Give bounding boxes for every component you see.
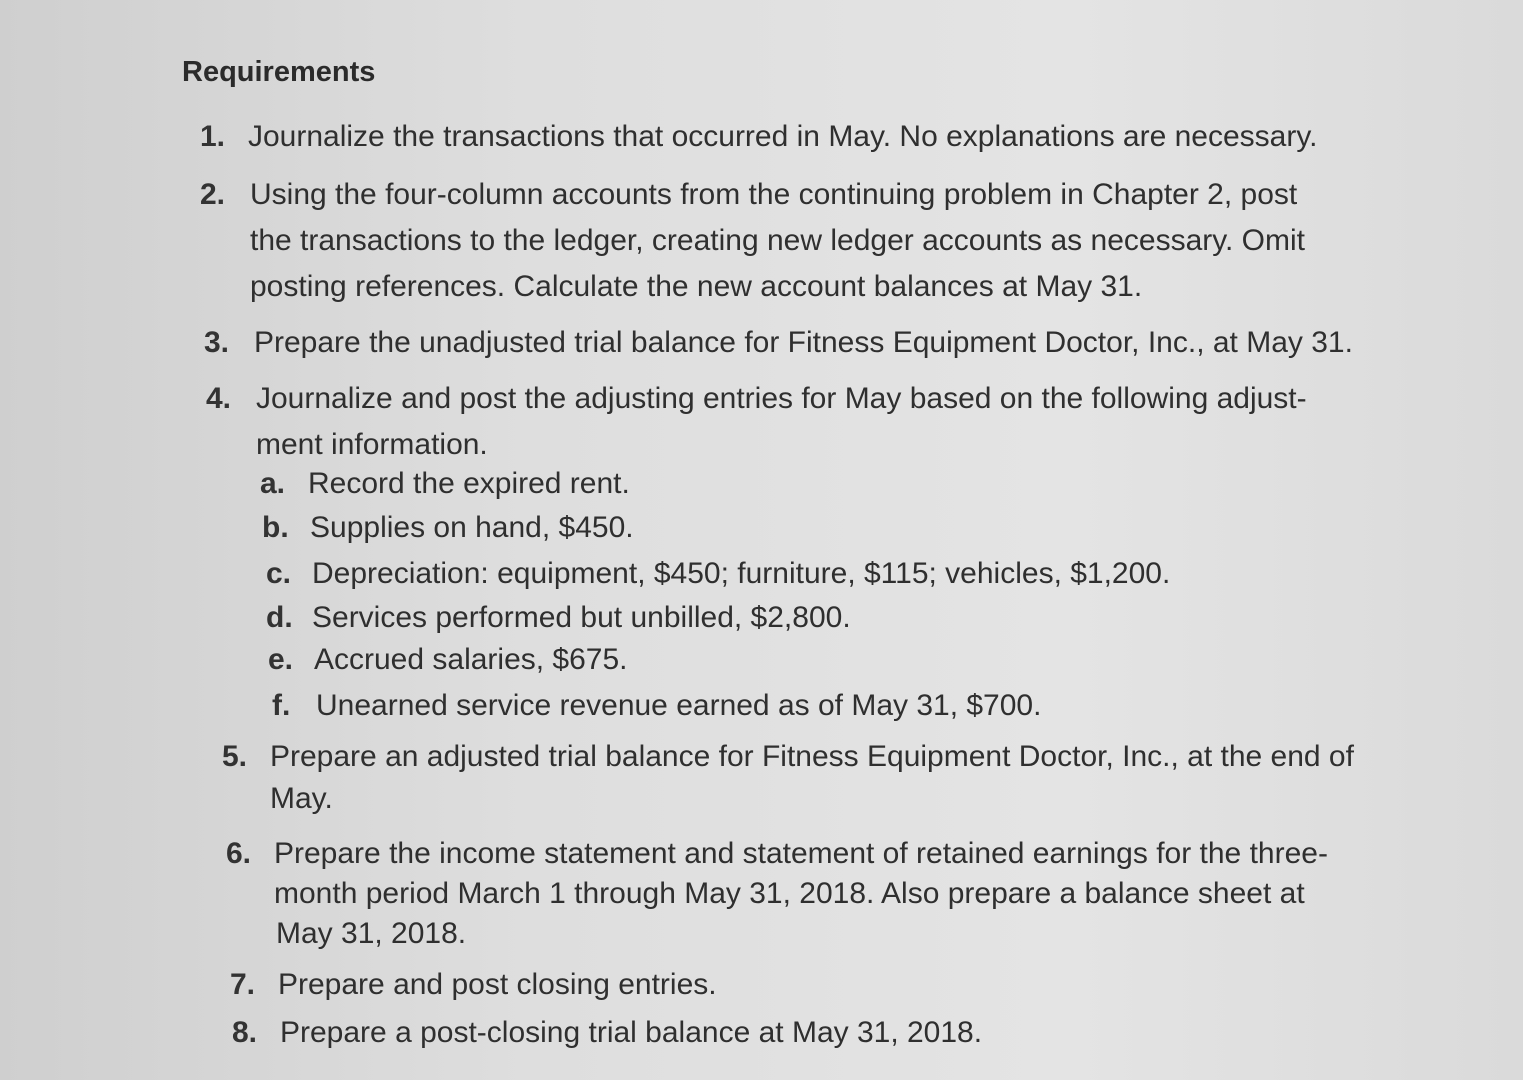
requirement-item-7: [230, 962, 1330, 1008]
item-text: Prepare a post-closing trial balance at May 31, 2018.: [280, 1016, 983, 1049]
item-text-line: ment information.: [256, 428, 488, 461]
subitem-c: [266, 552, 1366, 596]
subitem-b: [262, 506, 1262, 550]
subitem-f: [272, 684, 1272, 728]
subitem-text: Accrued salaries, $675.: [314, 643, 628, 676]
item-text: Prepare and post closing entries.: [278, 968, 717, 1001]
subitem-text: Record the expired rent.: [308, 467, 630, 500]
requirement-item-8: [232, 1010, 1332, 1056]
item-text-line: month period March 1 through May 31, 2018. Also prepare a balance sheet at: [274, 877, 1305, 910]
item-number: 8.: [232, 1016, 258, 1049]
subitem-text: Services performed but unbilled, $2,800.: [312, 601, 851, 634]
requirement-item-3: [204, 320, 1424, 366]
requirement-item-4: [206, 376, 1406, 468]
item-text-line: Prepare an adjusted trial balance for Fitness Equipment Doctor, Inc., at the end of: [270, 740, 1354, 773]
item-text: Journalize the transactions that occurred in May. No explanations are necessary.: [248, 120, 1318, 153]
requirement-item-5: [222, 736, 1422, 820]
subitem-text: Supplies on hand, $450.: [310, 511, 634, 544]
item-number: 2.: [200, 178, 226, 211]
item-text-line: Prepare the income statement and statement of retained earnings for the three-: [274, 837, 1328, 870]
requirement-item-2: [200, 172, 1400, 310]
subitem-d: [266, 596, 1266, 640]
item-number: 7.: [230, 968, 256, 1001]
item-text-line: May.: [270, 782, 333, 815]
item-text: Prepare the unadjusted trial balance for Fitness Equipment Doctor, Inc., at May 31.: [254, 326, 1353, 359]
subitem-letter: a.: [260, 467, 286, 500]
requirement-item-6: [226, 834, 1426, 954]
subitem-letter: f.: [272, 689, 291, 722]
item-text-line: Journalize and post the adjusting entries for May based on the following adjust-: [256, 382, 1307, 415]
subitem-letter: b.: [262, 511, 289, 544]
item-number: 3.: [204, 326, 230, 359]
subitem-letter: e.: [268, 643, 294, 676]
subitem-text: Unearned service revenue earned as of May 31, $700.: [316, 689, 1042, 722]
item-number: 1.: [200, 120, 226, 153]
item-text-line: posting references. Calculate the new account balances at May 31.: [250, 270, 1143, 303]
item-number: 4.: [206, 382, 232, 415]
item-text-line: Using the four-column accounts from the continuing problem in Chapter 2, post: [250, 178, 1298, 211]
subitem-a: [260, 462, 1260, 506]
item-text-line: the transactions to the ledger, creating new ledger accounts as necessary. Omit: [250, 224, 1306, 257]
subitem-text: Depreciation: equipment, $450; furniture, $115; vehicles, $1,200.: [312, 557, 1171, 590]
subitem-e: [268, 638, 1268, 682]
subitem-letter: d.: [266, 601, 293, 634]
requirements-heading: Requirements: [182, 56, 376, 88]
item-number: 5.: [222, 740, 248, 773]
subitem-letter: c.: [266, 557, 292, 590]
requirement-item-1: [200, 114, 1400, 160]
item-number: 6.: [226, 837, 252, 870]
item-text-line: May 31, 2018.: [276, 917, 467, 950]
